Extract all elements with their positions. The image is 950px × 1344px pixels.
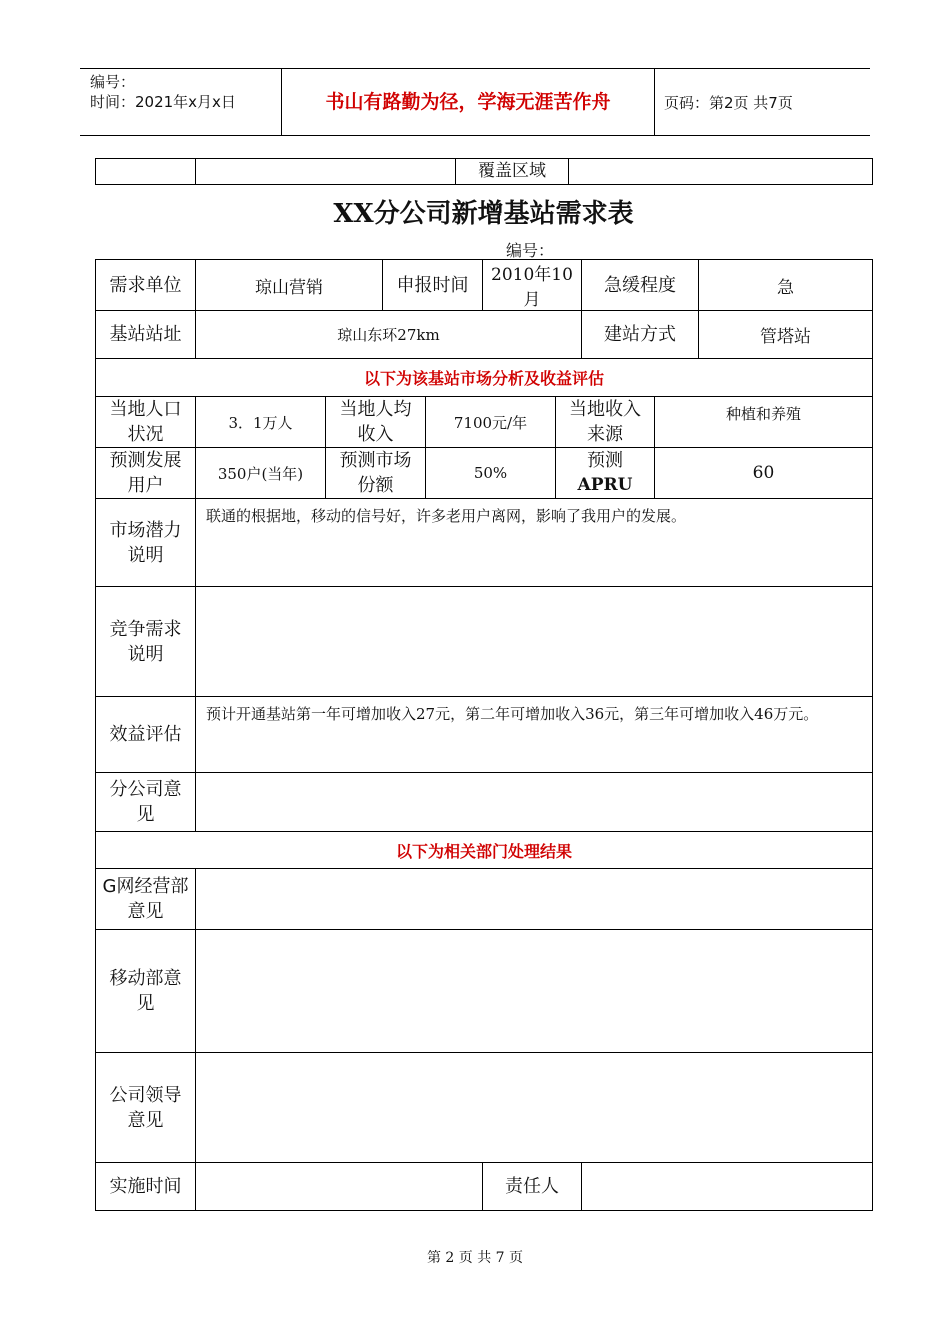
section-dept-results	[96, 832, 873, 869]
population-value: 3．1万人	[196, 397, 326, 448]
row-g-dept	[96, 869, 873, 930]
report-time-value: 2010年10月	[483, 260, 582, 311]
income-source-value: 种植和养殖	[655, 397, 873, 448]
arpu-label-line2: APRU	[577, 475, 633, 495]
mobile-dept-label: 移动部意见	[96, 930, 196, 1053]
arpu-value: 60	[655, 448, 873, 499]
impl-time-field	[196, 1163, 483, 1211]
income-label: 当地人均收入	[326, 397, 426, 448]
form-title: XX分公司新增基站需求表	[333, 199, 634, 229]
build-mode-value: 管塔站	[699, 311, 873, 359]
g-dept-label: G网经营部意见	[96, 869, 196, 930]
population-label: 当地人口状况	[96, 397, 196, 448]
unit-value: 琼山营销	[196, 260, 383, 311]
row-market-potential	[96, 499, 873, 587]
arpu-label-line1: 预测	[587, 450, 623, 471]
benefit-text: 预计开通基站第一年可增加收入27元，第二年可增加收入36元，第三年可增加收入46万元。	[196, 697, 873, 773]
row-forecast	[96, 448, 873, 499]
unit-label: 需求单位	[96, 260, 196, 311]
benefit-label: 效益评估	[96, 697, 196, 773]
row-implementation	[96, 1163, 873, 1211]
row-competition	[96, 587, 873, 697]
row-population	[96, 397, 873, 448]
strip-cell	[569, 159, 873, 185]
mobile-dept-field	[196, 930, 873, 1053]
row-branch-opinion	[96, 773, 873, 832]
competition-label: 竞争需求说明	[96, 587, 196, 697]
owner-label: 责任人	[483, 1163, 582, 1211]
competition-text	[196, 587, 873, 697]
header-bottom-rule	[80, 135, 870, 136]
section-market-analysis	[96, 359, 873, 397]
build-mode-label: 建站方式	[582, 311, 699, 359]
row-site-info	[96, 311, 873, 359]
address-value: 琼山东环27km	[196, 311, 582, 359]
arpu-label	[556, 448, 655, 499]
share-label: 预测市场份额	[326, 448, 426, 499]
leader-field	[196, 1053, 873, 1163]
urgency-value: 急	[699, 260, 873, 311]
urgency-label: 急缓程度	[582, 260, 699, 311]
address-label: 基站站址	[96, 311, 196, 359]
header-meta	[90, 72, 236, 112]
report-time-label: 申报时间	[383, 260, 483, 311]
branch-opinion-field	[196, 773, 873, 832]
strip-cell	[196, 159, 456, 185]
page-footer: 第 2 页 共 7 页	[426, 1250, 524, 1266]
owner-field	[582, 1163, 873, 1211]
header-number-label: 编号：	[90, 73, 136, 91]
g-dept-field	[196, 869, 873, 930]
potential-text: 联通的根据地，移动的信号好，许多老用户离网，影响了我用户的发展。	[196, 499, 873, 587]
header-page-number: 页码：第2页 共7页	[664, 94, 793, 112]
income-value: 7100元/年	[426, 397, 556, 448]
row-mobile-dept	[96, 930, 873, 1053]
header-divider	[654, 68, 655, 136]
row-basic-info	[96, 260, 873, 311]
strip-cell	[96, 159, 196, 185]
cover-area-label: 覆盖区域	[456, 159, 569, 185]
income-source-label: 当地收入来源	[556, 397, 655, 448]
demand-form-table	[95, 259, 873, 1211]
row-benefit	[96, 697, 873, 773]
header-top-rule	[80, 68, 870, 69]
row-leader	[96, 1053, 873, 1163]
header-motto: 书山有路勤为径，学海无涯苦作舟	[325, 91, 611, 113]
section-dept-results-heading: 以下为相关部门处理结果	[96, 832, 873, 869]
impl-time-label: 实施时间	[96, 1163, 196, 1211]
share-value: 50%	[426, 448, 556, 499]
branch-opinion-label: 分公司意见	[96, 773, 196, 832]
header-time-label: 时间：2021年x月x日	[90, 93, 236, 111]
leader-label: 公司领导意见	[96, 1053, 196, 1163]
users-label: 预测发展用户	[96, 448, 196, 499]
form-number-label: 编号：	[506, 241, 555, 260]
section-market-analysis-heading: 以下为该基站市场分析及收益评估	[96, 359, 873, 397]
users-value: 350户(当年)	[196, 448, 326, 499]
potential-label: 市场潜力说明	[96, 499, 196, 587]
cover-area-strip	[95, 158, 873, 185]
